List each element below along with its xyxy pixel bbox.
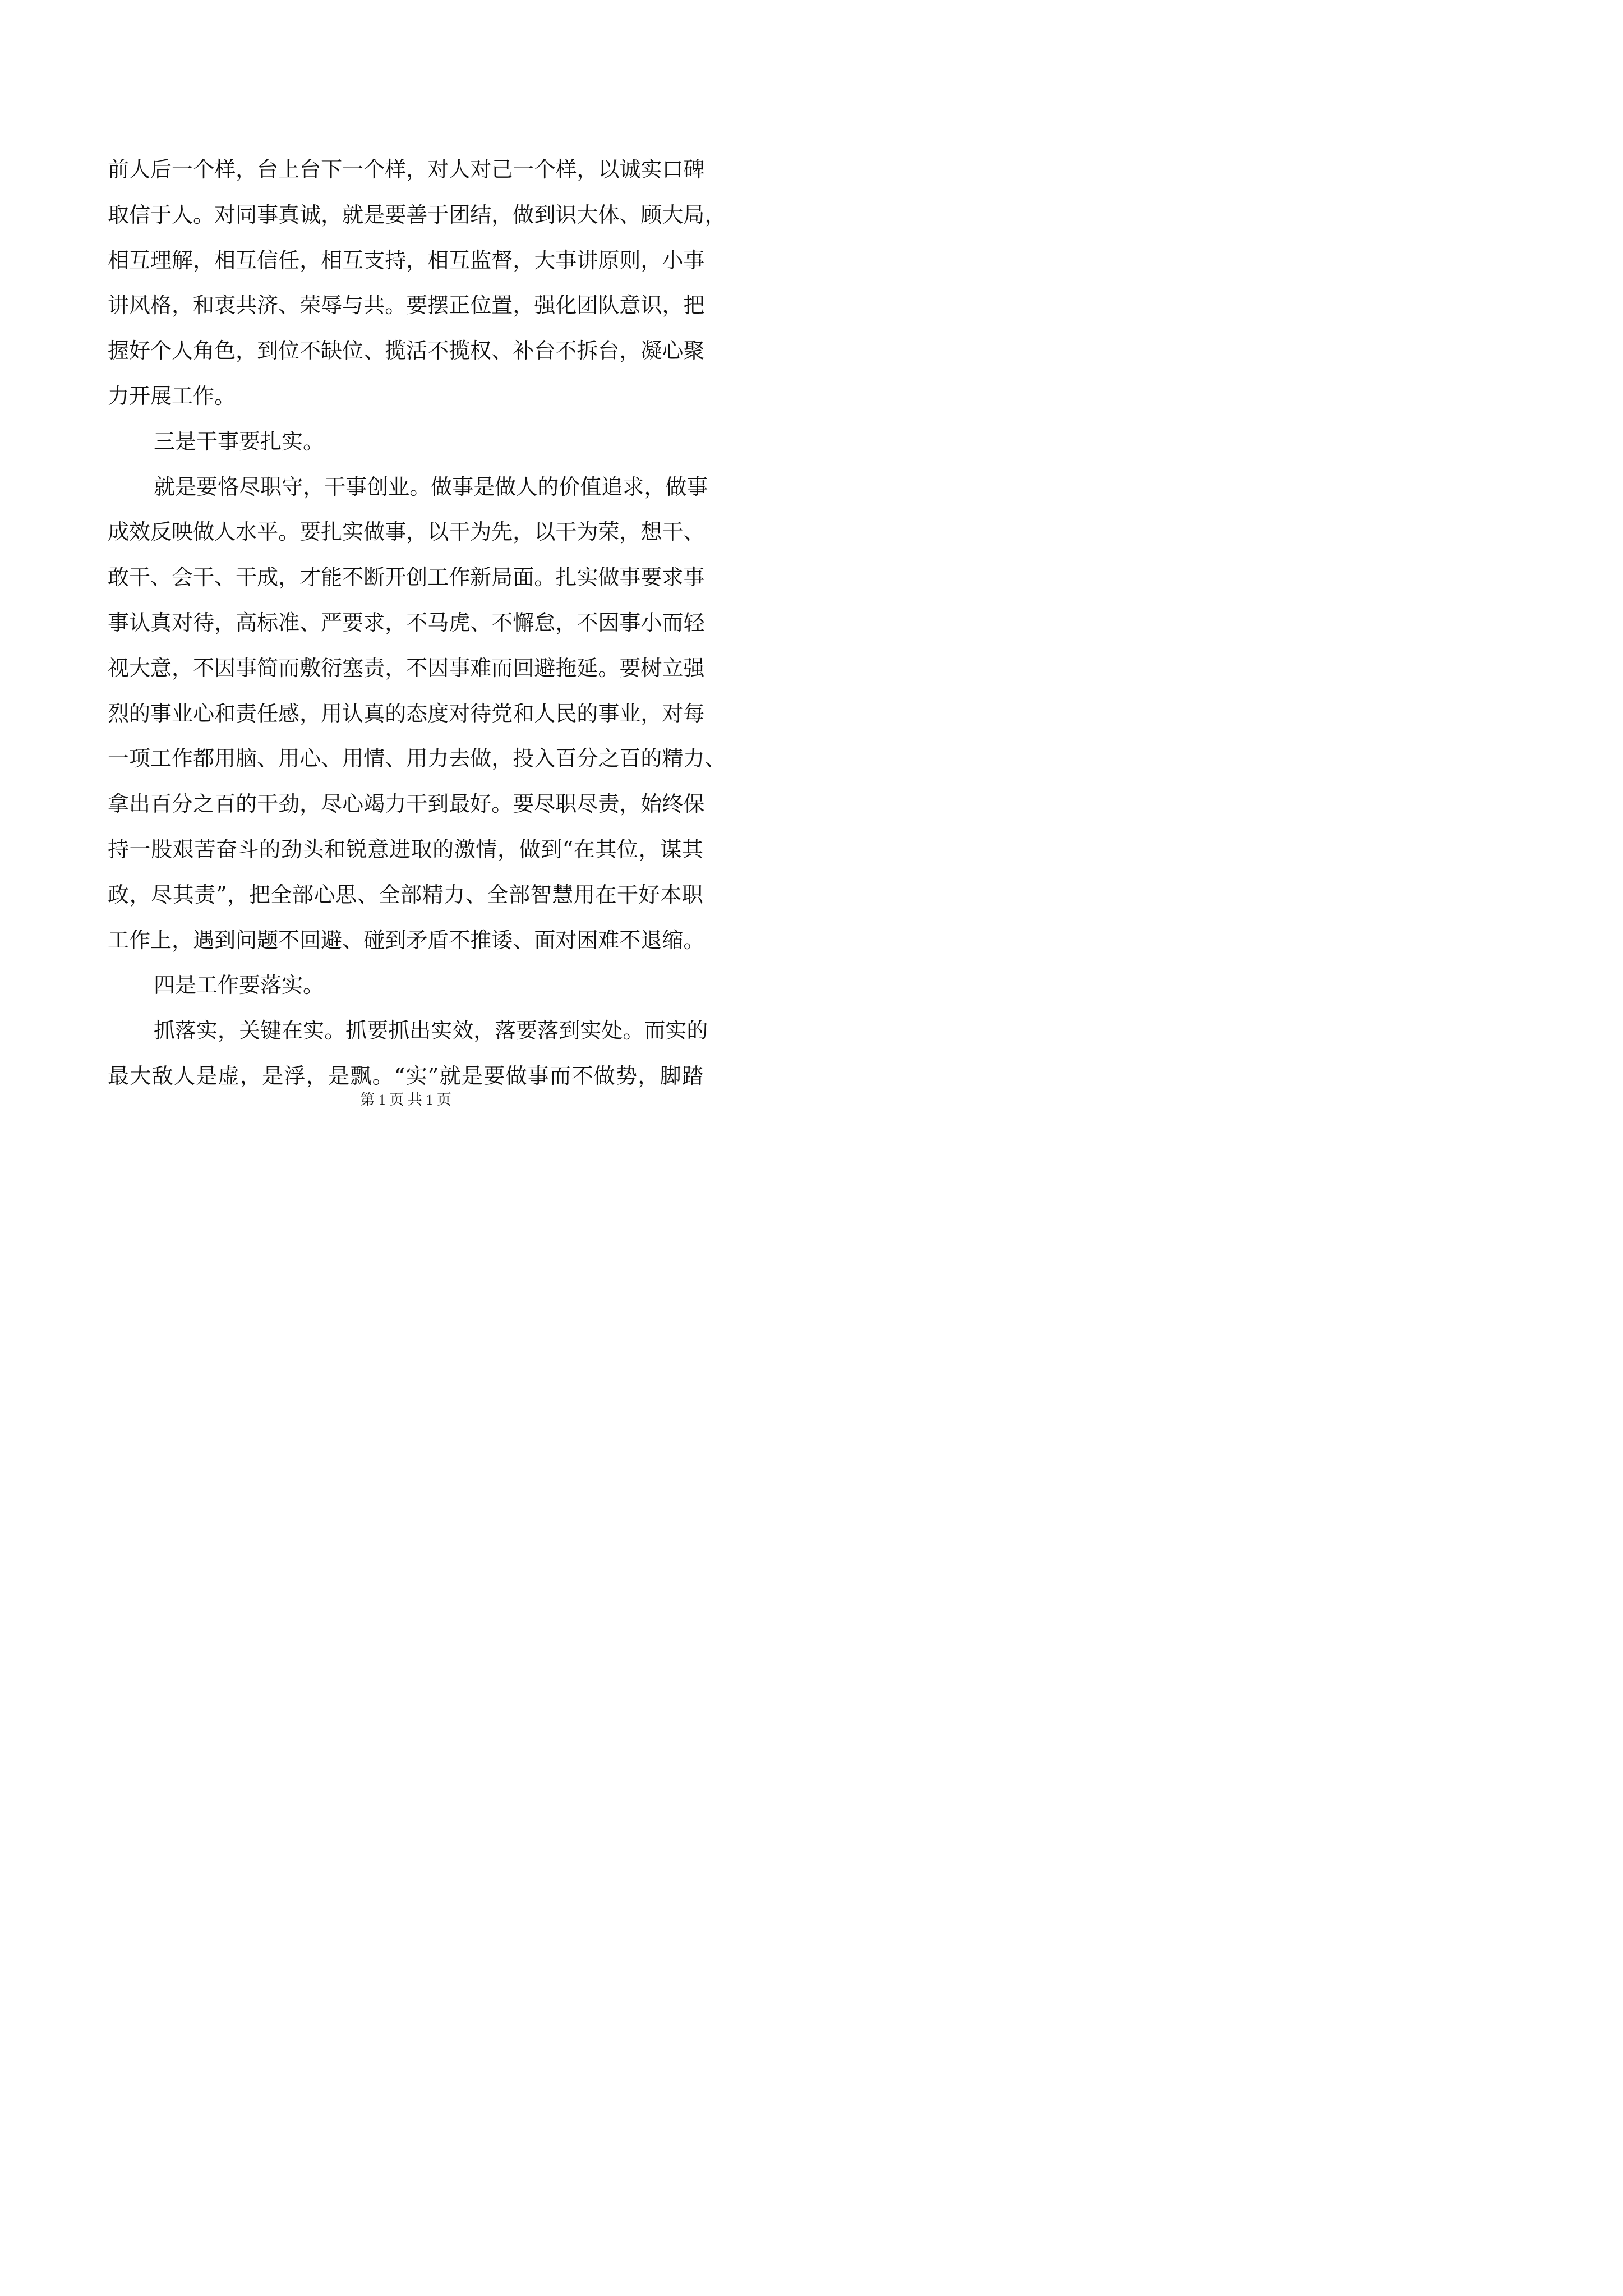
text-line: 相 互 理 解 ， 相 互 信 任 ， 相 互 支 持 ， 相 互 监 督 ， 大 事 讲 原 则 ， 小 事 [108,247,705,273]
text-line: 取 信 于 人 。 对 同 事 真 诚 ， 就 是 要 善 于 团 结 ， 做 到 识 大 体 、 顾 大 局 ， [108,202,726,227]
text-line: 三是干事要扎实。 [154,429,325,454]
text-line: 敢 干 、 会 干 、 干 成 ， 才 能 不 断 开 创 工 作 新 局 面 。 扎 实 做 事 要 求 事 [108,565,705,590]
text-line: 政 ， 尽 其 责 ” ， 把 全 部 心 思 、 全 部 精 力 、 全 部 智 慧 用 在 干 好 本 职 [108,882,703,907]
document-body [108,147,726,1099]
text-line: 抓 落 实 ， 关 键 在 实 。 抓 要 抓 出 实 效 ， 落 要 落 到 实 处 。 而 实 的 [154,1018,708,1043]
text-line: 拿 出 百 分 之 百 的 干 劲 ， 尽 心 竭 力 干 到 最 好 。 要 尽 职 尽 责 ， 始 终 保 [108,792,705,817]
text-line: 最 大 敌 人 是 虚 ， 是 浮 ， 是 飘 。 “ 实 ” 就 是 要 做 事 而 不 做 势 ， 脚 踏 [108,1063,703,1088]
text-line: 成 效 反 映 做 人 水 平 。 要 扎 实 做 事 ， 以 干 为 先 ， 以 干 为 荣 ， 想 干 、 [108,519,705,545]
text-line: 握 好 个 人 角 色 ， 到 位 不 缺 位 、 揽 活 不 揽 权 、 补 台 不 拆 台 ， 凝 心 聚 [108,338,705,364]
text-line: 前 人 后 一 个 样 ， 台 上 台 下 一 个 样 ， 对 人 对 己 一 个 样 ， 以 诚 实 口 碑 [108,157,705,182]
text-line: 就 是 要 恪 尽 职 守 ， 干 事 创 业 。 做 事 是 做 人 的 价 值 追 求 ， 做 事 [154,474,708,499]
text-line: 事 认 真 对 待 ， 高 标 准 、 严 要 求 ， 不 马 虎 、 不 懈 怠 ， 不 因 事 小 而 轻 [108,610,705,635]
text-line: 讲 风 格 ， 和 衷 共 济 、 荣 辱 与 共 。 要 摆 正 位 置 ， 强 化 团 队 意 识 ， 把 [108,293,705,318]
document-page [0,0,811,1148]
text-line: 视 大 意 ， 不 因 事 简 而 敷 衍 塞 责 ， 不 因 事 难 而 回 避 拖 延 。 要 树 立 强 [108,655,705,680]
page-footer: 第 1 页 共 1 页 [360,1092,451,1108]
text-line: 持 一 股 艰 苦 奋 斗 的 劲 头 和 锐 意 进 取 的 激 情 ， 做 到 “ 在 其 位 ， 谋 其 [108,836,703,862]
text-line: 一 项 工 作 都 用 脑 、 用 心 、 用 情 、 用 力 去 做 ， 投 入 百 分 之 百 的 精 力 、 [108,746,726,771]
text-line: 力开展工作。 [108,383,236,408]
text-line: 四是工作要落实。 [154,973,325,998]
text-line: 烈 的 事 业 心 和 责 任 感 ， 用 认 真 的 态 度 对 待 党 和 人 民 的 事 业 ， 对 每 [108,701,705,726]
text-line: 工 作 上 ， 遇 到 问 题 不 回 避 、 碰 到 矛 盾 不 推 诿 、 面 对 困 难 不 退 缩 。 [108,927,705,953]
